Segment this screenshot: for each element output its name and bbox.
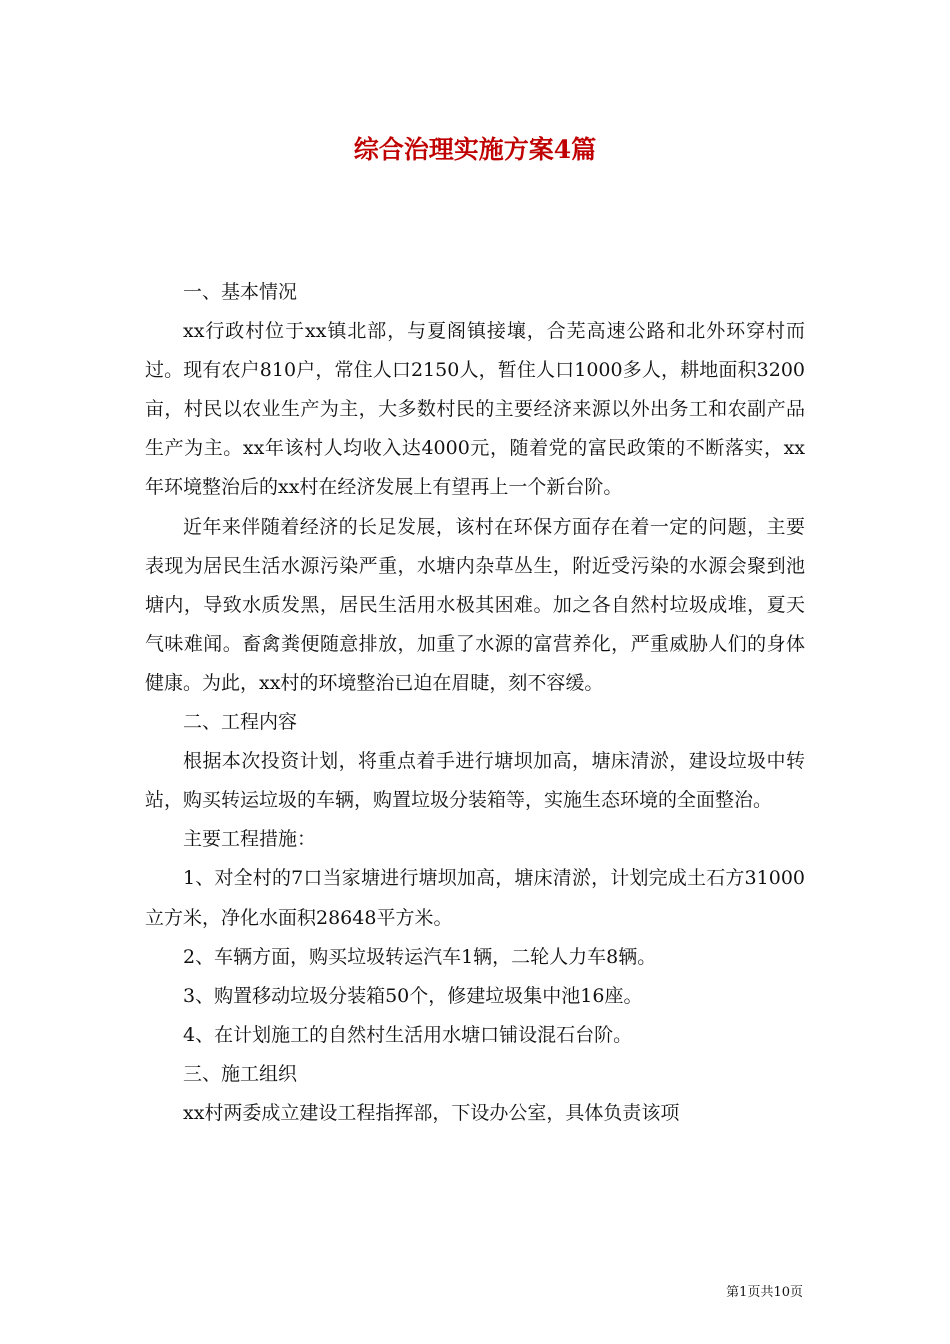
list-item-measure-4: 4、在计划施工的自然村生活用水塘口铺设混石台阶。 <box>183 1023 633 1046</box>
section-heading-project-content: 二、工程内容 <box>183 711 298 734</box>
document-body <box>145 273 805 1133</box>
page-title: 综合治理实施方案4篇 <box>353 135 597 164</box>
paragraph-environment-problems: 近年来伴随着经济的长足发展，该村在环保方面存在着一定的问题，主要表现为居民生活水源污染严重，水塘内杂草丛生，附近受污染的水源会聚到池塘内，导致水质发黑，居民生活用水极其困难。加之各自然村垃圾成堆，夏天气味难闻。畜禽粪便随意排放，加重了水源的富营养化，严重威胁人们的身体健康。为此，xx村的环境整治已迫在眉睫，刻不容缓。 <box>145 515 805 694</box>
list-item-measure-1: 1、对全村的7口当家塘进行塘坝加高，塘床清淤，计划完成土石方31000立方米，净化水面积28648平方米。 <box>145 867 805 929</box>
paragraph-main-measures-label: 主要工程措施： <box>183 828 317 851</box>
paragraph-investment-plan: 根据本次投资计划，将重点着手进行塘坝加高，塘床清淤，建设垃圾中转站，购买转运垃圾的车辆，购置垃圾分装箱等，实施生态环境的全面整治。 <box>145 750 805 812</box>
page-number: 第1页共10页 <box>726 1285 803 1300</box>
section-heading-basic-info: 一、基本情况 <box>183 281 298 303</box>
list-item-measure-3: 3、购置移动垃圾分装箱50个，修建垃圾集中池16座。 <box>183 984 643 1007</box>
section-heading-construction-org: 三、施工组织 <box>183 1062 298 1085</box>
paragraph-village-overview: xx行政村位于xx镇北部，与夏阁镇接壤，合芜高速公路和北外环穿村而过。现有农户810户，常住人口2150人，暂住人口1000多人，耕地面积3200亩，村民以农业生产为主，大多数村民的主要经济来源以外出务工和农副产品生产为主。xx年该村人均收入达4000元，随着党的富民政策的不断落实，xx年环境整治后的xx村在经济发展上有望再上一个新台阶。 <box>145 320 805 499</box>
paragraph-command-office: xx村两委成立建设工程指挥部，下设办公室，具体负责该项 <box>183 1101 680 1124</box>
list-item-measure-2: 2、车辆方面，购买垃圾转运汽车1辆，二轮人力车8辆。 <box>183 945 657 968</box>
